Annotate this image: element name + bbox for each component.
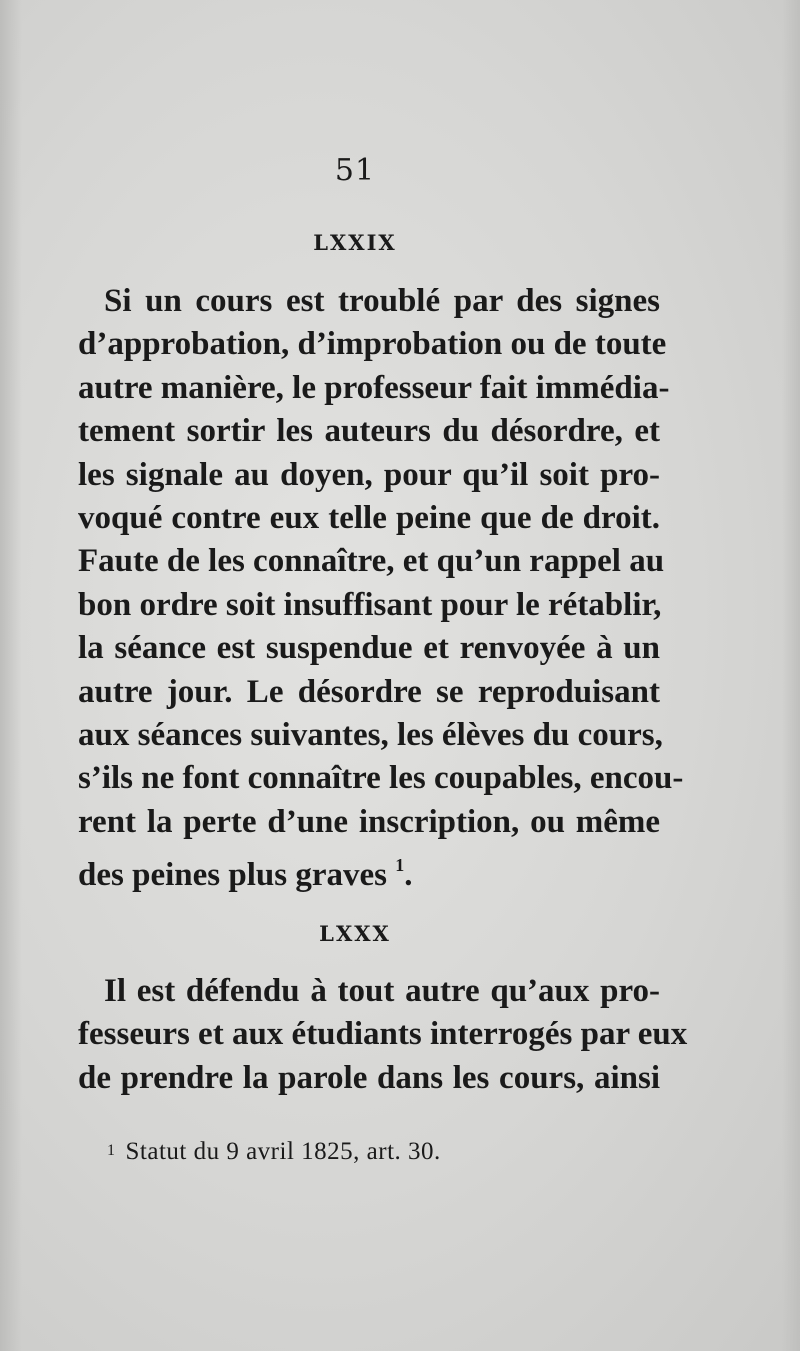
text-line: Faute de les connaître, et qu’un rappel au — [78, 543, 665, 580]
text-line: tement sortir les auteurs du désordre, et — [78, 413, 660, 450]
text-line: les signale au doyen, pour qu’il soit pro- — [78, 456, 660, 493]
section-heading-lxxx: LXXX — [319, 921, 391, 946]
text-line: autre jour. Le désordre se reproduisant — [78, 673, 660, 710]
text-line: s’ils ne font connaître les coupables, encou- — [78, 760, 684, 797]
page-edge-left — [0, 0, 22, 1351]
text-line: rent la perte d’une inscription, ou même — [78, 803, 660, 840]
text-line: bon ordre soit insuffisant pour le rétablir, — [78, 586, 662, 623]
text-line: voqué contre eux telle peine que de droit. — [78, 500, 660, 537]
footnote-marker: 1 — [107, 1142, 116, 1159]
footnote-reference: 1 — [395, 855, 405, 876]
text-line: fesseurs et aux étudiants interrogés par eux — [78, 1016, 688, 1053]
page-edge-right — [782, 0, 800, 1351]
paragraph-lxxix — [78, 280, 684, 898]
footnote — [107, 1138, 441, 1166]
text-line: de prendre la parole dans les cours, ainsi — [78, 1059, 660, 1096]
end-punctuation: . — [404, 857, 413, 894]
text-line: d’approbation, d’improbation ou de toute — [78, 326, 667, 363]
text-line: la séance est suspendue et renvoyée à un — [78, 630, 660, 667]
section-heading-lxxix: LXXIX — [313, 230, 397, 255]
text-line: Il est défendu à tout autre qu’aux pro- — [104, 973, 660, 1009]
text-line: aux séances suivantes, les élèves du cours, — [78, 717, 663, 754]
paragraph-lxxx — [78, 970, 688, 1100]
text-line-last — [78, 844, 660, 897]
page-number: 51 — [334, 153, 376, 188]
footnote-text: Statut du 9 avril 1825, art. 30. — [125, 1138, 441, 1165]
text-line: autre manière, le professeur fait immédia- — [78, 369, 670, 406]
text-line-content: des peines plus graves — [78, 857, 387, 894]
text-line: Si un cours est troublé par des signes — [104, 283, 660, 319]
